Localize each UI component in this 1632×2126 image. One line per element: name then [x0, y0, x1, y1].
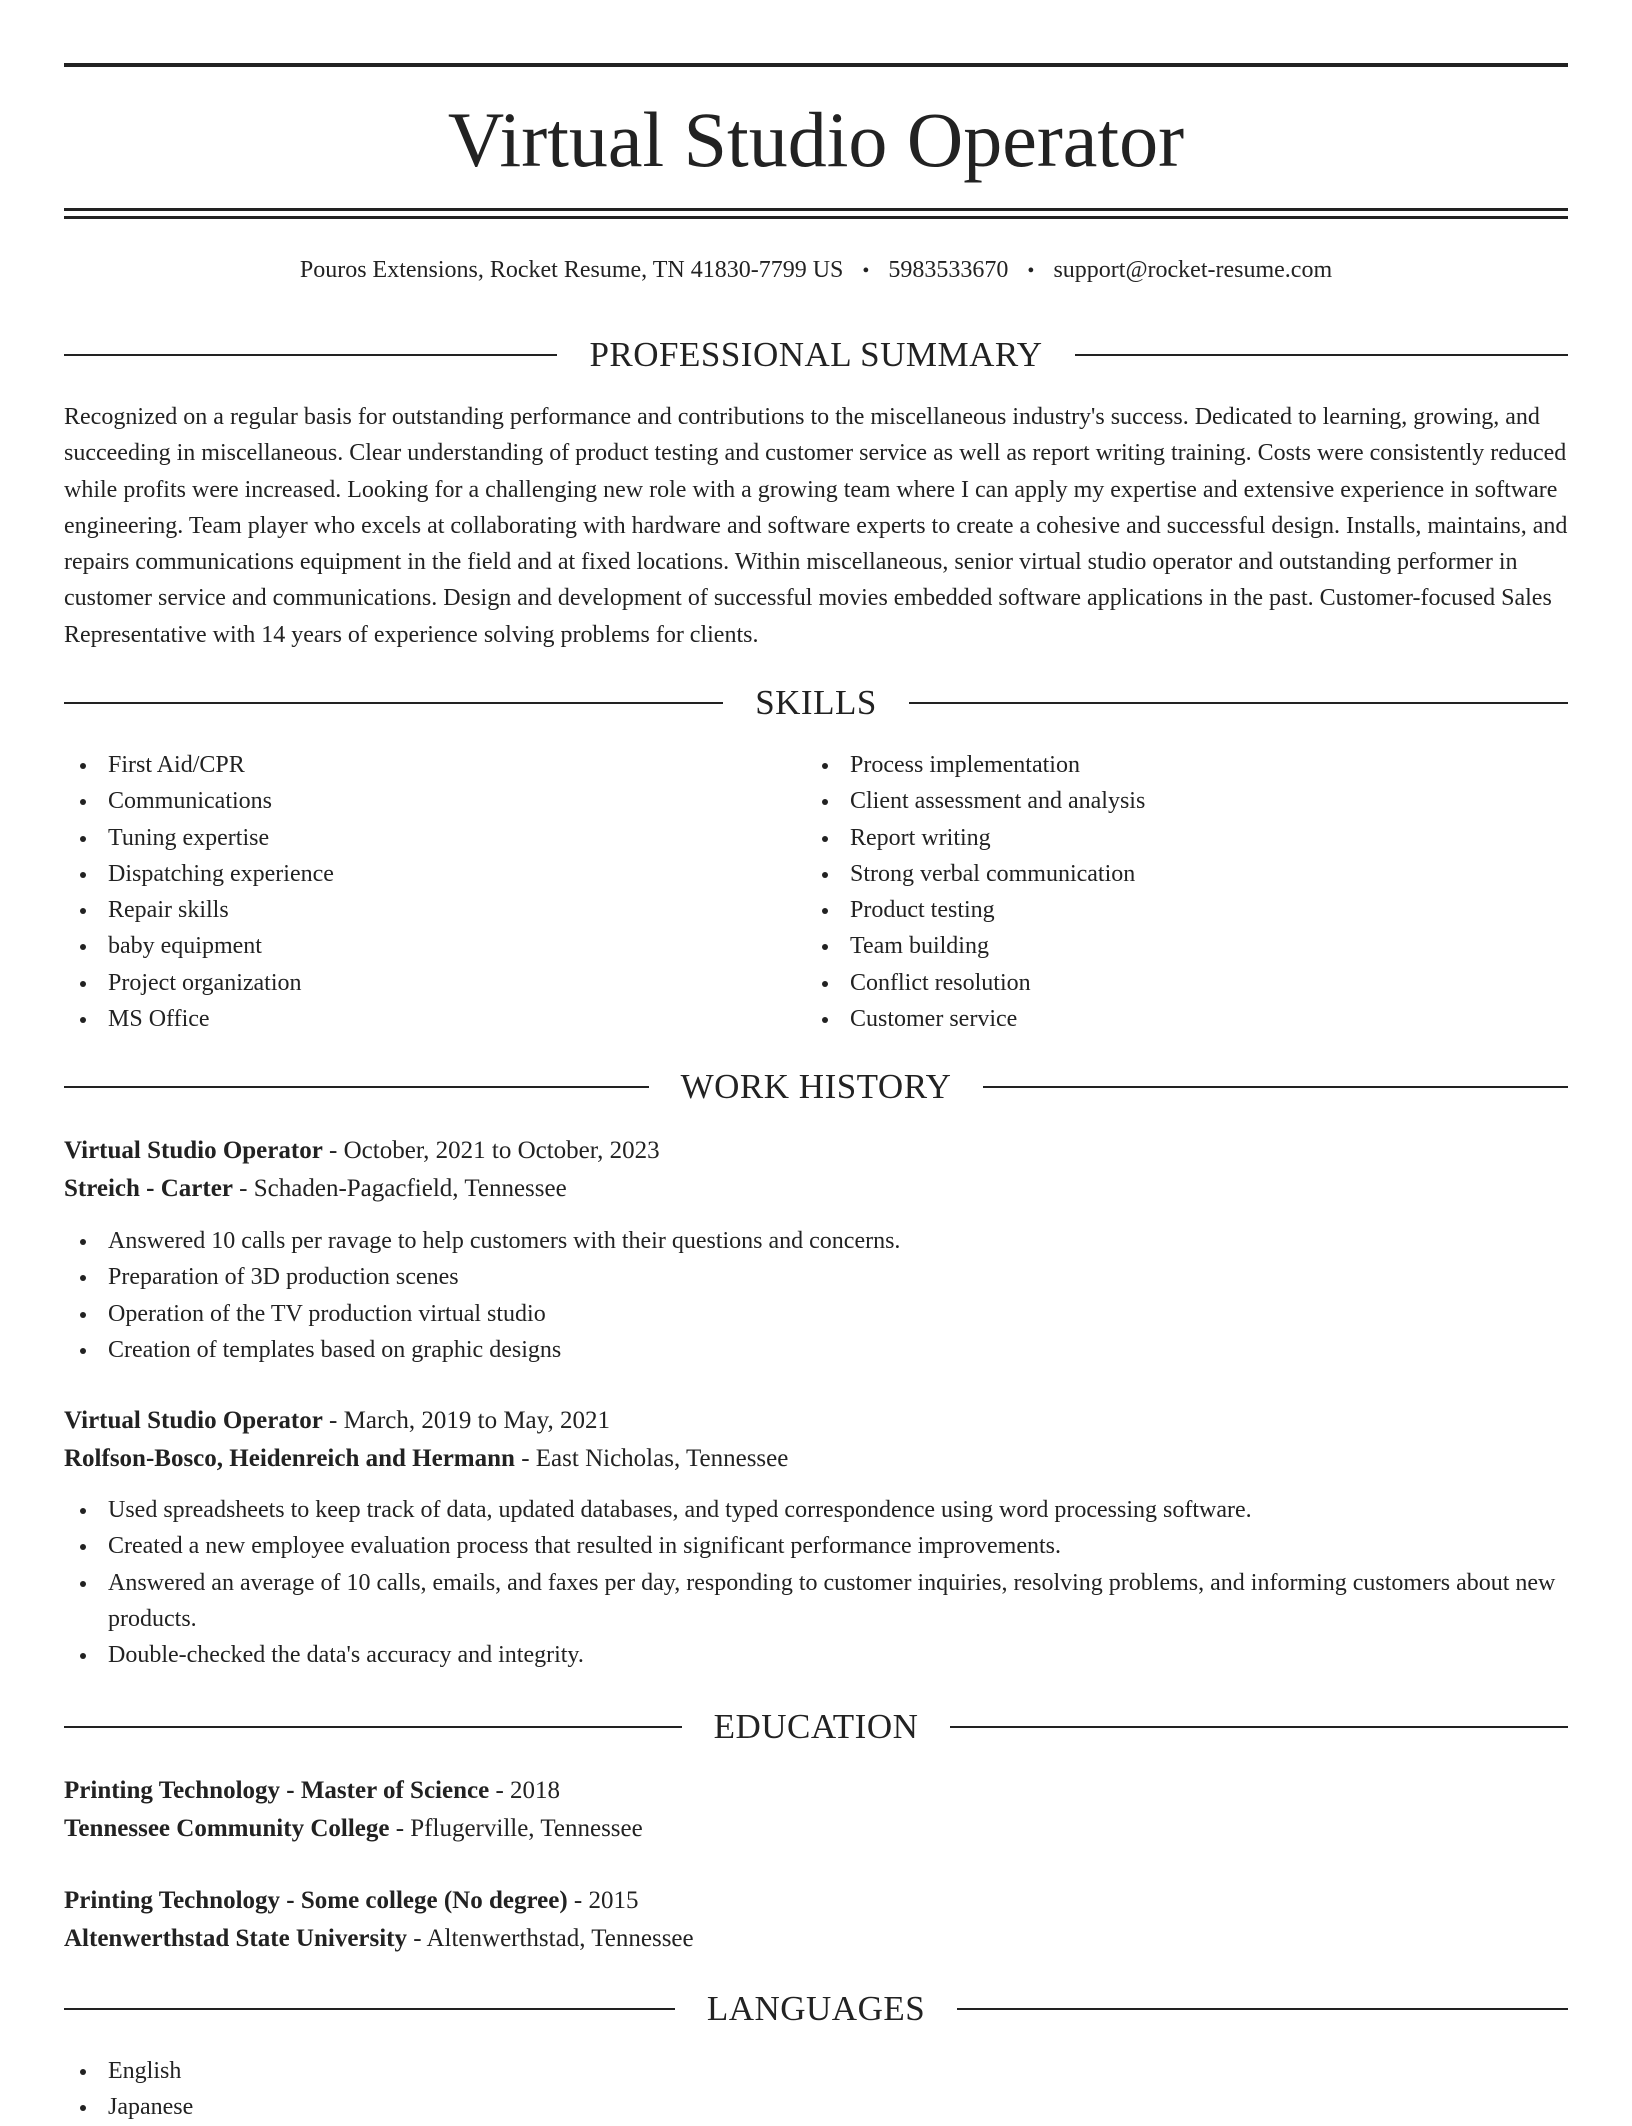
skill-item: baby equipment	[64, 928, 764, 964]
title-rule-lower	[64, 216, 1568, 219]
job-title: Virtual Studio Operator	[64, 1137, 323, 1164]
job-bullet: Answered 10 calls per ravage to help customers with their questions and concerns.	[64, 1223, 1568, 1259]
skill-item: Product testing	[806, 892, 1568, 928]
summary-text: Recognized on a regular basis for outstanding performance and contributions to the miscellaneous industry's success. Dedicated to learning, growing, and succeeding in miscellaneous. Clear understanding of product testing and customer service as well as report writing training. Costs were consistently reduced while profits were increased. Looking for a challenging new role with a growing team where I can apply my expertise and extensive experience in software engineering. Team player who excels at collaborating with hardware and software experts to create a cohesive and successful design. Installs, maintains, and repairs communications equipment in the field and at fixed locations. Within miscellaneous, senior virtual studio operator and outstanding performer in customer service and communications. Design and development of successful movies embedded software applications in the past. Customer-focused Sales Representative with 14 years of experience solving problems for clients.	[64, 404, 1568, 648]
dash: -	[489, 1777, 511, 1804]
job-title: Virtual Studio Operator	[64, 1407, 323, 1434]
contact-address: Pouros Extensions, Rocket Resume, TN 41830-7799 US	[299, 257, 844, 283]
job-title-line	[64, 1402, 1568, 1440]
skills-list-right	[806, 747, 1568, 1037]
section-title: EDUCATION	[713, 1707, 919, 1746]
dash: -	[389, 1815, 411, 1842]
skill-item: Process implementation	[806, 747, 1568, 783]
skill-item: First Aid/CPR	[64, 747, 764, 783]
job-title-line	[64, 1132, 1568, 1170]
job-location: East Nicholas, Tennessee	[535, 1445, 789, 1472]
job-bullet: Created a new employee evaluation process that resulted in significant performance improvements.	[64, 1528, 1568, 1564]
job-company: Streich - Carter	[64, 1175, 233, 1202]
contact-phone: 5983533670	[888, 257, 1009, 283]
languages-list	[64, 2053, 1568, 2126]
education-location: Pflugerville, Tennessee	[410, 1815, 643, 1842]
education-degree: Printing Technology - Some college (No degree)	[64, 1887, 568, 1914]
skill-item: Strong verbal communication	[806, 856, 1568, 892]
education-location: Altenwerthstad, Tennessee	[426, 1925, 694, 1952]
education-entry	[64, 1882, 1568, 1958]
dash: -	[322, 1137, 344, 1164]
language-item: English	[64, 2053, 1568, 2089]
job-company: Rolfson-Bosco, Heidenreich and Hermann	[64, 1445, 515, 1472]
job-entry	[64, 1132, 1568, 1368]
education-year: 2015	[588, 1887, 639, 1914]
skill-item: Customer service	[806, 1001, 1568, 1037]
job-company-line	[64, 1170, 1568, 1208]
dash: -	[567, 1887, 589, 1914]
section-heading-education	[64, 1705, 1568, 1749]
education-school-line	[64, 1920, 1568, 1958]
dash: -	[407, 1925, 427, 1952]
education-degree-line	[64, 1772, 1568, 1810]
education-degree: Printing Technology - Master of Science	[64, 1777, 490, 1804]
top-rule	[64, 63, 1568, 67]
skill-item: MS Office	[64, 1001, 764, 1037]
section-title: PROFESSIONAL SUMMARY	[589, 335, 1043, 374]
section-title: WORK HISTORY	[680, 1067, 952, 1106]
job-bullet: Preparation of 3D production scenes	[64, 1259, 1568, 1295]
job-company-line	[64, 1440, 1568, 1478]
skill-item: Project organization	[64, 965, 764, 1001]
education-degree-line	[64, 1882, 1568, 1920]
skill-item: Tuning expertise	[64, 820, 764, 856]
job-entry	[64, 1402, 1568, 1673]
section-heading-summary	[64, 333, 1568, 377]
section-heading-work	[64, 1065, 1568, 1109]
heading-rule	[1075, 354, 1568, 356]
contact-line	[64, 254, 1568, 287]
heading-rule	[64, 354, 557, 356]
title-rule-upper	[64, 208, 1568, 211]
skills-list-left	[64, 747, 764, 1037]
job-bullet: Answered an average of 10 calls, emails, and faxes per day, responding to customer inquiries, resolving problems, and informing customers about new products.	[64, 1565, 1568, 1638]
skill-item: Client assessment and analysis	[806, 783, 1568, 819]
section-heading-languages	[64, 1987, 1568, 2031]
resume-title: Virtual Studio Operator	[447, 96, 1185, 183]
job-dates: October, 2021 to October, 2023	[343, 1137, 660, 1164]
dash: -	[514, 1445, 536, 1472]
heading-rule	[957, 2008, 1568, 2010]
skill-item: Conflict resolution	[806, 965, 1568, 1001]
job-bullets	[64, 1223, 1568, 1368]
skill-item: Dispatching experience	[64, 856, 764, 892]
skill-item: Communications	[64, 783, 764, 819]
contact-separator: •	[862, 260, 870, 282]
section-title: LANGUAGES	[706, 1989, 926, 2028]
dash: -	[232, 1175, 254, 1202]
education-school-line	[64, 1810, 1568, 1848]
education-school: Tennessee Community College	[64, 1815, 390, 1842]
dash: -	[322, 1407, 344, 1434]
heading-rule	[909, 702, 1568, 704]
language-item: Japanese	[64, 2089, 1568, 2125]
education-year: 2018	[510, 1777, 561, 1804]
job-bullet: Used spreadsheets to keep track of data, updated databases, and typed correspondence using word processing software.	[64, 1492, 1568, 1528]
job-bullets	[64, 1492, 1568, 1673]
contact-email: support@rocket-resume.com	[1053, 257, 1333, 283]
heading-rule	[983, 1086, 1568, 1088]
skill-item: Repair skills	[64, 892, 764, 928]
contact-separator: •	[1027, 260, 1035, 282]
job-bullet: Double-checked the data's accuracy and integrity.	[64, 1637, 1568, 1673]
section-title: SKILLS	[755, 683, 877, 722]
job-location: Schaden-Pagacfield, Tennessee	[253, 1175, 567, 1202]
heading-rule	[64, 1726, 682, 1728]
section-heading-skills	[64, 681, 1568, 725]
skill-item: Team building	[806, 928, 1568, 964]
education-entry	[64, 1772, 1568, 1848]
job-bullet: Operation of the TV production virtual studio	[64, 1296, 1568, 1332]
education-school: Altenwerthstad State University	[64, 1925, 408, 1952]
heading-rule	[64, 702, 723, 704]
heading-rule	[64, 1086, 649, 1088]
job-dates: March, 2019 to May, 2021	[343, 1407, 611, 1434]
heading-rule	[950, 1726, 1568, 1728]
skill-item: Report writing	[806, 820, 1568, 856]
heading-rule	[64, 2008, 675, 2010]
job-bullet: Creation of templates based on graphic designs	[64, 1332, 1568, 1368]
